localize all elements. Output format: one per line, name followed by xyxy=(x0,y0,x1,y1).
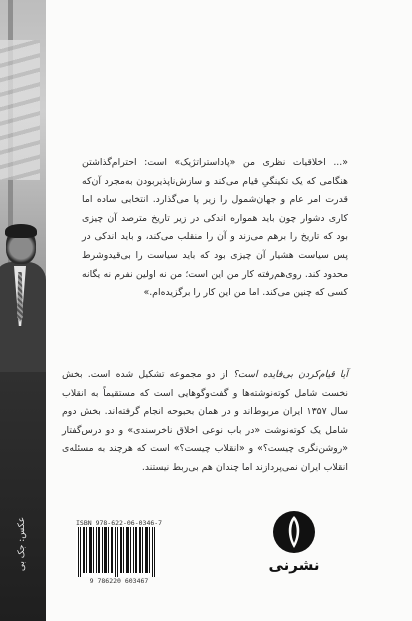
book-description xyxy=(62,366,348,478)
description-book-title: آیا قیام‌کردن بی‌فایده است؟ xyxy=(232,369,348,380)
crowd-shadow xyxy=(0,372,46,621)
isbn-barcode xyxy=(76,527,160,577)
description-body: از دو مجموعه تشکیل شده است. بخش نخست شامل کوته‌نوشته‌ها و گفت‌وگوهایی است که مستقیماً به انقلاب سال ۱۳۵۷ ایران مربوط‌اند و در همان بحبوحه انجام گرفته‌اند. بخش دوم شامل یک کوته‌نوشت «در باب نوعی اخلاق ناخرسندی» و دو درس‌گفتار «روشن‌نگری چیست؟» و «انقلاب چیست؟» است که هرچند به مسئله‌ی انقلاب ایران نمی‌پردازند اما چندان هم بی‌ربط نیستند. xyxy=(62,369,348,473)
barcode-digits: 9 786220 603467 xyxy=(89,577,149,585)
man-hair xyxy=(5,224,37,238)
reed-pen-logo-icon xyxy=(272,510,316,554)
protest-banner xyxy=(0,40,40,180)
quote-blurb: «... اخلاقیات نظری من «پادا‌ستراتژیک» است: احترام‌گذاشتن هنگامی که یک تکینگیِ قیام می‌کند و سازش‌ناپذیربودن به‌مجرد آن‌که قدرت امر عام و جهان‌شمول را زیر پا می‌گذارد. انتخابی ساده اما کاری دشوار چون باید همواره اندکی در زیر تاریخ مترصد آن چیزی بود که تاریخ را برهم می‌زند و آن را منقلب می‌کند، و باید اندکی در پس سیاست هشیار آن چیزی بود که باید سیاست را بی‌قیدوشرط محدود کند. روی‌هم‌رفته کار من این است؛ من نه اولین نفرم نه یگانه کسی که چنین می‌کند. اما من این کار را برگزیده‌ام.» xyxy=(82,157,348,299)
photo-credit xyxy=(14,512,30,576)
cover-photo-strip xyxy=(0,0,46,621)
isbn-label: ISBN 978-622-06-0346-7 xyxy=(76,519,163,527)
publisher-name: نشرنی xyxy=(268,556,320,574)
photo-credit-text: عکس: جک بی xyxy=(17,516,27,572)
